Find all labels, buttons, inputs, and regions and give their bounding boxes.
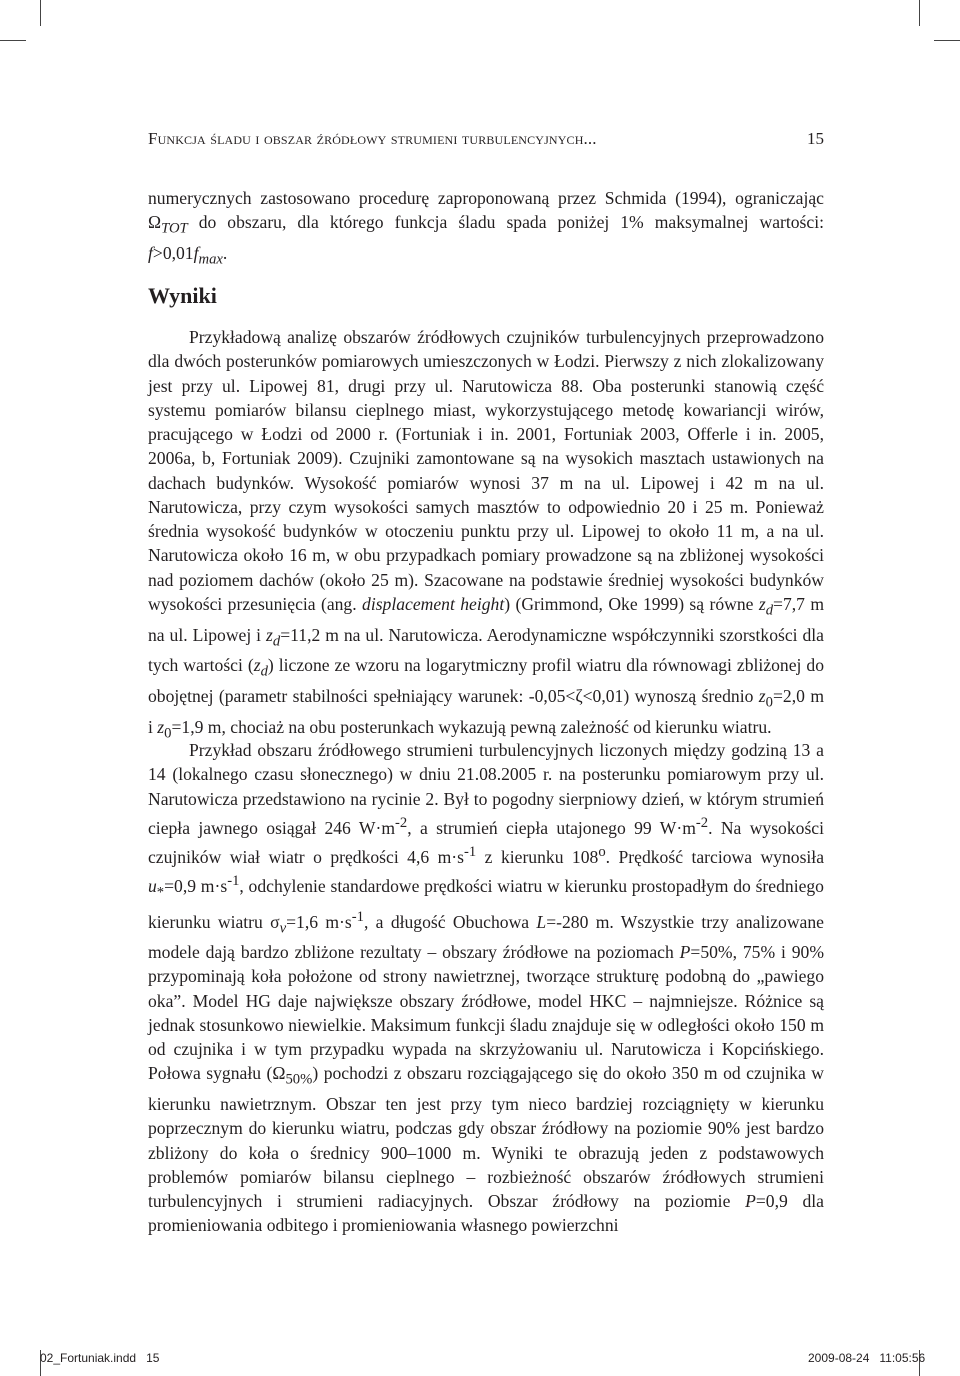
subscript: TOT: [161, 220, 188, 237]
superscript: o: [598, 843, 606, 860]
math-var: f: [148, 243, 153, 264]
subscript: max: [198, 251, 223, 268]
math-var: z: [758, 593, 766, 614]
page-number: 15: [807, 129, 824, 148]
math-var: L: [536, 911, 547, 932]
text-run: =50%, 75% i 90% przypominają koła położone od strony nawietrznej, tworzące strukturę podobną do „pawiego oka”. Model HG daje największe obszary źródłowe, model HKC – najmniejsze. Różnice są jednak stosunkowo niewielkie. Maksimum funkcji śladu znajduje się w odległości około 150 m od czujnika i w tym przypadku wypada na skrzyżowaniu ul. Narutowicza i Kopcińskiego. Połowa sygnału (Ω: [148, 942, 825, 1084]
math-var: P: [745, 1191, 756, 1212]
text-run: =0,9 m·s: [164, 875, 228, 896]
text-run: ) pochodzi z obszaru rozciągającego się do około 350 m od czujnika w kierunku nawietrznym. Obszar ten jest przy tym nieco bardziej rozciągnięty w kierunku poprzecznym do kierunku wiatru, podczas gdy obszar źródłowy na poziomie 90% jest bardzo zbliżony do koła o średnicy 900–1000 m. Wyniki te obrazują jeden z podstawowych problemów pomiarów bilansu cieplnego – rozbieżność obszarów źródłowych strumieni turbulencyjnych i strumieni radiacyjnych. Obszar źródłowy na poziomie: [148, 1063, 824, 1212]
text-run: =11,2 m na ul. Narutowicza. Aerodynamiczne współczynniki szorstkości dla tych wartości (: [148, 624, 824, 676]
text-run: =0,9 dla promieniowania odbitego i promieniowania własnego powierzchni: [148, 1191, 824, 1236]
subscript: 0: [765, 694, 773, 711]
text-run: >0,01: [152, 243, 194, 264]
math-var: z: [253, 655, 261, 676]
superscript: -2: [695, 814, 709, 831]
subscript: *: [156, 884, 165, 901]
text-run: =1,9 m, chociaż na obu posterunkach wykazują pewną zależność od kierunku wiatru.: [171, 716, 772, 737]
math-var: z: [758, 686, 766, 707]
text-run: Przykładową analizę obszarów źródłowych czujników turbulencyjnych przeprowadzono dla dwóch posterunków pomiarowych umieszczonych w Łodzi. Pierwszy z nich zlokalizowany jest przy ul. Lipowej 81, drugi przy ul. Narutowicza 88. Oba posterunki stanowią część systemu pomiarów bilansu cieplnego miast, wykorzystującego metodę kowariancji wirów, pracującego w Łodzi od 2000 r. (Fortuniak i in. 2001, Fortuniak 2003, Offerle i in. 2005, 2006a, b, Fortuniak 2009). Czujniki zamontowane są na wysokich masztach ustawionych na dachach budynków. Wysokość pomiarów wynosi 37 m na ul. Lipowej i 42 m na ul. Narutowicza, przy czym wysokości samych masztów to odpowiednio 20 i 25 m. Ponieważ średnia wysokość budynków w otoczeniu punktu przy ul. Lipowej to około 11 m, a na ul. Narutowicza około 16 m, w obu przypadkach pomiary prowadzone są na zbliżonej wysokości nad poziomem dachów (około 25 m). Szacowane na podstawie średniej wysokości budynków wysokości przesunięcia (ang.: [148, 327, 824, 614]
text-run: z kierunku 108: [476, 846, 599, 867]
subscript: d: [272, 633, 281, 650]
subscript: 0: [164, 725, 172, 742]
subscript: d: [765, 602, 774, 619]
subscript: v: [279, 919, 287, 936]
text-run: .: [222, 243, 228, 264]
text-run: . Na wysokości czujników wiał wiatr o prędkości 4,6 m·s: [148, 817, 824, 867]
running-head-title: Funkcja śladu i obszar źródłowy strumieni turbulencyjnych...: [148, 129, 597, 148]
text-run: numerycznych zastosowano procedurę zaproponowaną przez Schmida (1994), ograniczając Ω: [148, 188, 824, 233]
subscript: 50%: [285, 1071, 313, 1088]
math-var: P: [679, 942, 691, 963]
text-run: , odchylenie standardowe prędkości wiatru w kierunku prostopadłym do średniego kierunku wiatru σ: [148, 875, 824, 932]
italic-term: displacement height: [362, 593, 505, 614]
footer-timestamp: 2009-08-24 11:05:56: [808, 1351, 926, 1365]
text-run: =1,6 m·s: [286, 911, 352, 932]
text-run: Przykład obszaru źródłowego strumieni turbulencyjnych liczonych między godziną 13 a 14 (lokalnego czasu słonecznego) w dniu 21.08.2005 r. na posterunku pomiarowym przy ul. Narutowicza przedstawiono na rycinie 2. Był to pogodny sierpniowy dzień, w którym strumień ciepła jawnego osiągał 246 W·m: [148, 740, 824, 838]
text-run: ) (Grimmond, Oke 1999) są równe: [504, 593, 759, 614]
paragraph-results-1: [148, 325, 824, 746]
text-run: , a strumień ciepła utajonego 99 W·m: [407, 817, 696, 838]
superscript: -2: [395, 814, 408, 831]
crop-mark: [919, 0, 920, 26]
paragraph-intro: [148, 186, 824, 272]
section-heading: Wyniki: [148, 283, 217, 308]
text-run: =7,7 m na ul. Lipowej i: [148, 593, 824, 645]
superscript: -1: [351, 908, 364, 925]
text-run: do obszaru, dla którego funkcja śladu spada poniżej 1% maksymalnej wartości:: [187, 212, 824, 233]
text-run: =-280 m. Wszystkie trzy analizowane modele dają bardzo zbliżone rezultaty – obszary źródłowe na poziomach: [148, 911, 824, 963]
superscript: -1: [464, 843, 477, 860]
superscript: -1: [227, 872, 240, 889]
math-var: u: [148, 875, 157, 896]
math-var: z: [157, 716, 165, 737]
math-var: f: [193, 243, 199, 264]
crop-mark: [934, 40, 960, 41]
footer-file-name: 02_Fortuniak.indd 15: [40, 1351, 160, 1365]
crop-mark: [0, 40, 26, 41]
text-run: , a długość Obuchowa: [363, 911, 537, 932]
crop-mark: [40, 0, 41, 26]
math-var: z: [266, 624, 273, 645]
subscript: d: [260, 663, 268, 680]
running-head: [148, 127, 824, 151]
paragraph-results-2: [148, 738, 824, 1238]
text-run: . Prędkość tarciowa wynosiła: [605, 846, 824, 867]
text-run: ) liczone ze wzoru na logarytmiczny profil wiatru dla równowagi zbliżonej do obojętnej (parametr stabilności spełniający warunek: -0,05<ζ<0,01) wynoszą średnio: [148, 655, 824, 707]
text-run: =2,0 m i: [148, 686, 824, 737]
